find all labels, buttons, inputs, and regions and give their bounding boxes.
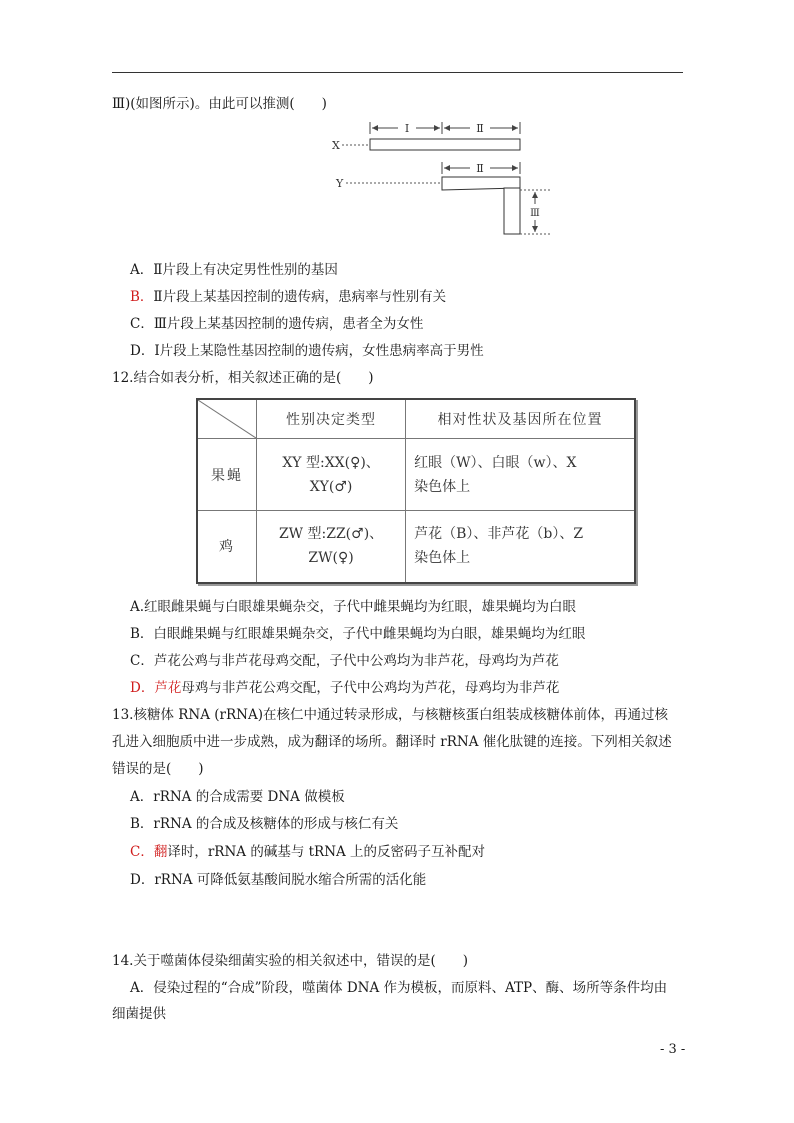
q11-option-c: C．Ⅲ片段上某基因控制的遗传病，患者全为女性 xyxy=(130,316,424,332)
table-header-type: 性别决定类型 xyxy=(257,399,406,439)
sex-determination-table xyxy=(196,398,636,584)
q13-option-b: B．rRNA 的合成及核糖体的形成与核仁有关 xyxy=(130,816,399,832)
table-cell-type: ZW 型:ZZ(♂)、 ZW(♀) xyxy=(257,511,406,583)
answer-mark: D．芦花 xyxy=(130,680,182,696)
q11-option-b: B．Ⅱ片段上某基因控制的遗传病，患病率与性别有关 xyxy=(130,289,447,305)
answer-mark: C．翻 xyxy=(130,844,168,860)
table-cell-type: XY 型:XX(♀)、 XY(♂) xyxy=(257,439,406,511)
q14-option-a-line-2: 细菌提供 xyxy=(112,1006,166,1022)
segment-2-label-y: Ⅱ xyxy=(476,162,484,175)
q13-option-c: C．翻译时，rRNA 的碱基与 tRNA 上的反密码子互补配对 xyxy=(130,844,486,860)
q13-option-d: D．rRNA 可降低氨基酸间脱水缩合所需的活化能 xyxy=(130,872,427,888)
q11-stem: Ⅲ)(如图所示)。由此可以推测( ) xyxy=(112,96,327,112)
q13-option-a: A．rRNA 的合成需要 DNA 做模板 xyxy=(130,789,345,805)
table-header-trait: 相对性状及基因所在位置 xyxy=(406,399,635,439)
q12-option-a: A.红眼雌果蝇与白眼雄果蝇杂交，子代中雌果蝇均为红眼，雄果蝇均为白眼 xyxy=(130,599,577,615)
table-corner-cell xyxy=(197,399,257,439)
y-label: Y xyxy=(336,177,344,190)
page-number: - 3 - xyxy=(660,1042,686,1057)
answer-mark: B． xyxy=(130,289,154,305)
table-row-organism: 果蝇 xyxy=(197,439,257,511)
q13-stem-line-2: 孔进入细胞质中进一步成熟，成为翻译的场所。翻译时 rRNA 催化肽键的连接。下列相关叙述 xyxy=(112,734,672,750)
q13-stem-line-1: 13.核糖体 RNA (rRNA)在核仁中通过转录形成，与核糖核蛋白组装成核糖体前体，再通过核 xyxy=(112,707,668,723)
x-label: X xyxy=(332,139,340,152)
segment-1-label: Ⅰ xyxy=(404,122,410,135)
table-row-organism: 鸡 xyxy=(197,511,257,583)
q12-option-d: D．芦花母鸡与非芦花公鸡交配，子代中公鸡均为芦花，母鸡均为非芦花 xyxy=(130,680,560,696)
q11-option-d: D．Ⅰ片段上某隐性基因控制的遗传病，女性患病率高于男性 xyxy=(130,343,484,359)
q12-stem: 12.结合如表分析，相关叙述正确的是( ) xyxy=(112,370,374,386)
q14-option-a-line-1: A．侵染过程的“合成”阶段，噬菌体 DNA 作为模板，而原料、ATP、酶、场所等条件均由 xyxy=(130,980,668,996)
header-rule xyxy=(112,72,683,73)
q11-option-a: A．Ⅱ片段上有决定男性性别的基因 xyxy=(130,262,338,278)
segment-2-label-x: Ⅱ xyxy=(476,122,484,135)
table-cell-trait: 芦花（B）、非芦花（b）、Z 染色体上 xyxy=(406,511,635,583)
q14-stem: 14.关于噬菌体侵染细菌实验的相关叙述中，错误的是( ) xyxy=(112,953,469,969)
q12-option-c: C．芦花公鸡与非芦花母鸡交配，子代中公鸡均为非芦花，母鸡均为芦花 xyxy=(130,653,559,669)
q12-option-b: B．白眼雌果蝇与红眼雄果蝇杂交，子代中雌果蝇均为白眼，雄果蝇均为红眼 xyxy=(130,626,586,642)
q13-stem-line-3: 错误的是( ) xyxy=(112,761,204,777)
xy-chromosome-figure xyxy=(330,118,560,242)
table-cell-trait: 红眼（W）、白眼（w）、X 染色体上 xyxy=(406,439,635,511)
segment-3-label: Ⅲ xyxy=(530,208,540,219)
